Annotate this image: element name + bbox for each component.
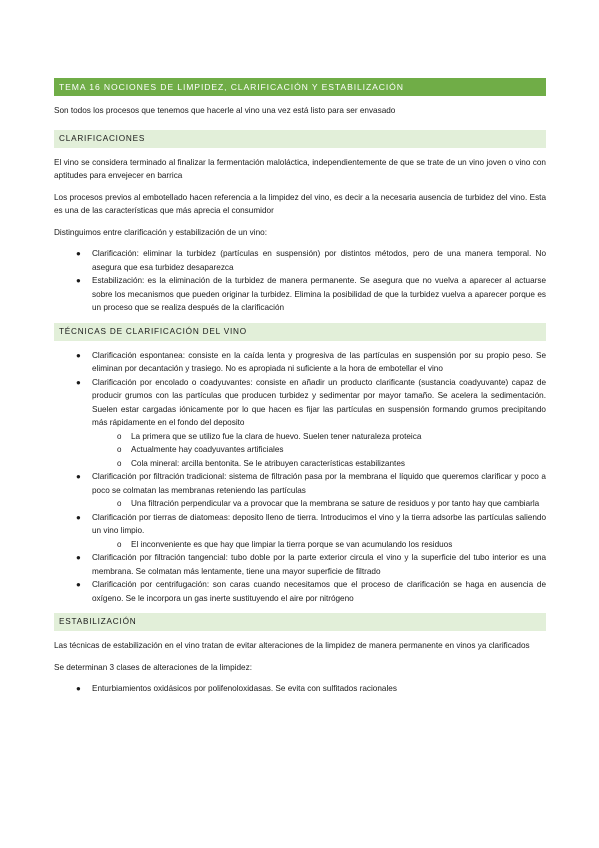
sub-list-item: o Actualmente hay coadyuvantes artificiales — [54, 443, 546, 457]
bullet-icon: ● — [76, 684, 81, 693]
section-heading-clarificaciones: CLARIFICACIONES — [54, 130, 546, 148]
sub-list-item: o Una filtración perpendicular va a provocar que la membrana se sature de residuos y por tanto hay que cambiarla — [54, 497, 546, 511]
clarificaciones-paragraph-2: Los procesos previos al embotellado hacen referencia a la limpidez del vino, es decir a la necesaria ausencia de turbidez del vino. Esta es una de las características que más aprecia el consumidor — [54, 192, 546, 215]
clarificaciones-list — [54, 247, 546, 315]
section-heading-estabilizacion: ESTABILIZACIÓN — [54, 613, 546, 631]
bullet-icon: ● — [76, 580, 81, 589]
intro-paragraph: Son todos los procesos que tenemos que hacerle al vino una vez está listo para ser envasado — [54, 106, 396, 115]
list-item: ● Clarificación por encolado o coadyuvantes: consiste en añadir un producto clarificante (sustancia coadyuvante) capaz de producir grumos con las partículas que producen turbidez y sedimentar por mayor tamaño. Se acelera la sedimentación. Suelen estar cargadas iónicamente por lo que hacen es fijar las partículas en suspensión formando grumos precipitando más rápidamente en el fondo del deposito — [76, 377, 546, 427]
section-heading-tecnicas: TÉCNICAS DE CLARIFICACIÓN DEL VINO — [54, 323, 546, 341]
sub-bullet-icon: o — [117, 431, 122, 441]
document-title: TEMA 16 NOCIONES DE LIMPIDEZ, CLARIFICACIÓN Y ESTABILIZACIÓN — [54, 78, 546, 96]
list-item: ● Enturbiamientos oxidásicos por polifenoloxidasas. Se evita con sulfitados racionales — [54, 682, 546, 696]
document-page — [54, 78, 546, 696]
list-item: ● Clarificación por filtración tradicional: sistema de filtración pasa por la membrana el líquido que queremos clarificar y poco a poco se colmatan las membranas reteniendo las partículas — [76, 472, 546, 495]
bullet-icon: ● — [76, 512, 81, 522]
sub-list-item: o La primera que se utilizo fue la clara de huevo. Suelen tener naturaleza proteica — [54, 430, 546, 444]
bullet-icon: ● — [76, 249, 81, 258]
bullet-icon: ● — [76, 350, 81, 360]
bullet-icon: ● — [76, 472, 81, 481]
sub-bullet-icon: o — [117, 445, 122, 454]
list-item: ● Clarificación por filtración tangencial: tubo doble por la parte exterior circula el vino y la superficie del tubo interior es una membrana. Se colmatan más lentamente, tiene una mayor superficie de filtrado — [76, 553, 546, 576]
estabilizacion-paragraph-2: Se determinan 3 clases de alteraciones de la limpidez: — [54, 662, 252, 672]
tecnicas-list — [54, 349, 546, 606]
list-item: ● Clarificación por centrifugación: son caras cuando necesitamos que el proceso de clarificación se haga en ausencia de oxígeno. Se le incorpora un gas inerte sustituyendo el aire por nitrógeno — [76, 580, 546, 603]
bullet-icon: ● — [76, 553, 81, 562]
estabilizacion-list — [54, 682, 546, 696]
clarificaciones-paragraph-1: El vino se considera terminado al finalizar la fermentación maloláctica, independientemente de que se trate de un vino joven o vino con aptitudes para envejecer en barrica — [54, 157, 546, 180]
sub-bullet-icon: o — [117, 499, 122, 508]
estabilizacion-paragraph-1: Las técnicas de estabilización en el vino tratan de evitar alteraciones de la limpidez de manera permanente en vinos ya clarificados — [54, 641, 530, 650]
sub-bullet-icon: o — [117, 539, 122, 549]
bullet-icon: ● — [76, 377, 81, 387]
bullet-icon: ● — [76, 276, 81, 285]
list-item: ● Clarificación por tierras de diatomeas: deposito lleno de tierra. Introducimos el vino y la tierra adsorbe las partículas saliendo un vino limpio. — [76, 512, 546, 535]
sub-list-item: o Cola mineral: arcilla bentonita. Se le atribuyen características estabilizantes — [54, 457, 546, 471]
clarificaciones-paragraph-3: Distinguimos entre clarificación y estabilización de un vino: — [54, 227, 267, 237]
list-item: ● Clarificación: eliminar la turbidez (partículas en suspensión) por distintos métodos, pero de una manera temporal. No asegura que esa turbidez desaparezca — [76, 249, 546, 272]
sub-list-item: o El inconveniente es que hay que limpiar la tierra porque se van acumulando los residuos — [54, 538, 546, 552]
list-item: ● Clarificación espontanea: consiste en la caída lenta y progresiva de las partículas en suspensión por su propio peso. Se eliminan por decantación y trasiego. No es apropiada ni suficiente a la hora de embotellar el vino — [76, 350, 546, 373]
sub-bullet-icon: o — [117, 458, 122, 468]
list-item: ● Estabilización: es la eliminación de la turbidez de manera permanente. Se asegura que no vuelva a aparecer al actuarse sobre los mecanismos que pueden originar la turbidez. Elimina la posibilidad de que la turbidez vuelva a aparecer porque es un proceso que se realiza después de la clarificación — [76, 276, 546, 312]
